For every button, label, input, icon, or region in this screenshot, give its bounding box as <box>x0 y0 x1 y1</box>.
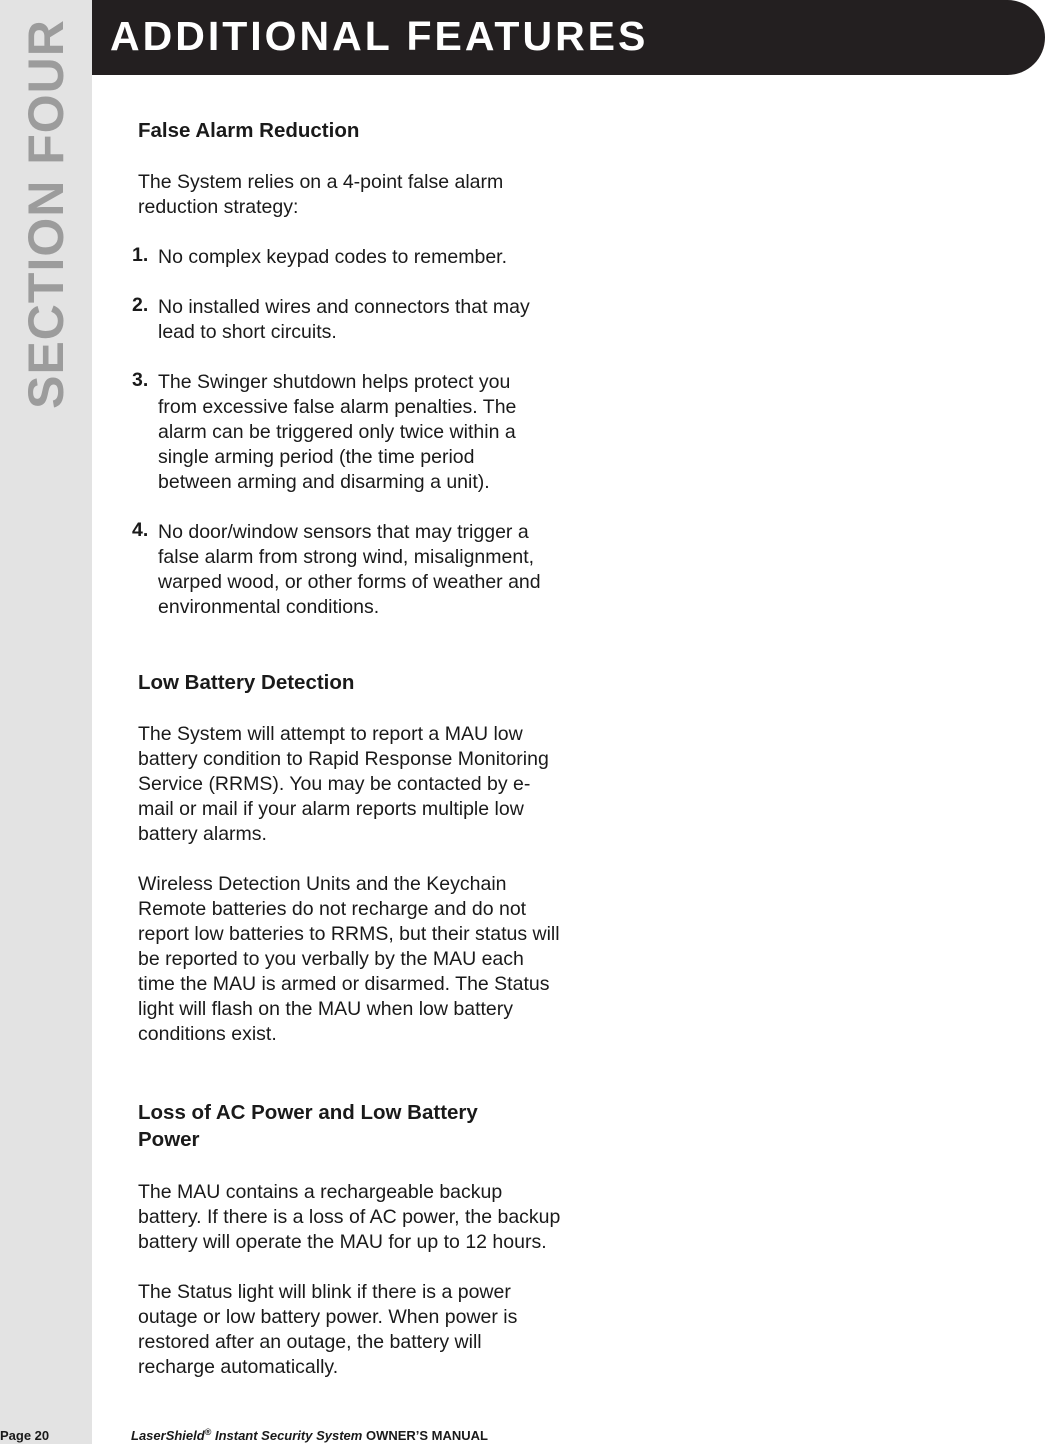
list-item-text: No installed wires and connectors that may lead to short circuits. <box>158 296 530 343</box>
brand-name: LaserShield <box>131 1428 205 1443</box>
ac-power-paragraph-1: The MAU contains a rechargeable backup battery. If there is a loss of AC power, the backup battery will operate the MAU for up to 12 hours. <box>138 1181 561 1253</box>
footer <box>0 1428 1045 1444</box>
list-item <box>132 519 568 620</box>
page-title: ADDITIONAL FEATURES <box>110 13 649 59</box>
list-item-number: 3. <box>132 369 149 391</box>
list-item-text: The Swinger shutdown helps protect you from excessive false alarm penalties. The alarm can be triggered only twice within a single arming period (the time period between arming and disarming a unit). <box>158 371 517 493</box>
list-item <box>132 294 548 345</box>
list-item <box>132 244 568 270</box>
manual-suffix: OWNER’S MANUAL <box>362 1428 489 1443</box>
low-battery-paragraph-1: The System will attempt to report a MAU low battery condition to Rapid Response Monitoring Service (RRMS). You may be contacted by e-mail or mail if your alarm reports multiple low battery alarms. <box>138 723 549 845</box>
side-strip <box>0 0 92 1444</box>
false-alarm-intro: The System relies on a 4-point false alarm reduction strategy: <box>138 171 504 218</box>
list-item-number: 1. <box>132 244 149 266</box>
false-alarm-list <box>132 244 568 620</box>
section-label: SECTION FOUR <box>18 19 74 409</box>
list-item-number: 4. <box>132 519 149 541</box>
main-content <box>132 117 568 1380</box>
manual-title <box>131 1428 488 1443</box>
ac-power-paragraph-2: The Status light will blink if there is a power outage or low battery power. When power is restored after an outage, the battery will recharge automatically. <box>138 1281 518 1378</box>
ac-power-heading: Loss of AC Power and Low Battery Power <box>138 1101 478 1151</box>
product-name: Instant Security System <box>211 1428 363 1443</box>
false-alarm-heading: False Alarm Reduction <box>138 119 360 142</box>
list-item-text: No door/window sensors that may trigger a false alarm from strong wind, misalignment, warped wood, or other forms of weather and environmental conditions. <box>158 521 541 618</box>
header-bar <box>92 0 1045 75</box>
list-item-number: 2. <box>132 294 149 316</box>
page-number: Page 20 <box>0 1428 50 1443</box>
low-battery-paragraph-2: Wireless Detection Units and the Keychain Remote batteries do not recharge and do not report low batteries to RRMS, but their status will be reported to you verbally by the MAU each time the MAU is armed or disarmed. The Status light will flash on the MAU when low battery conditions exist. <box>138 873 560 1045</box>
low-battery-heading: Low Battery Detection <box>138 671 355 694</box>
list-item-text: No complex keypad codes to remember. <box>158 246 508 268</box>
registered-mark: ® <box>204 1427 212 1437</box>
list-item <box>132 369 553 495</box>
